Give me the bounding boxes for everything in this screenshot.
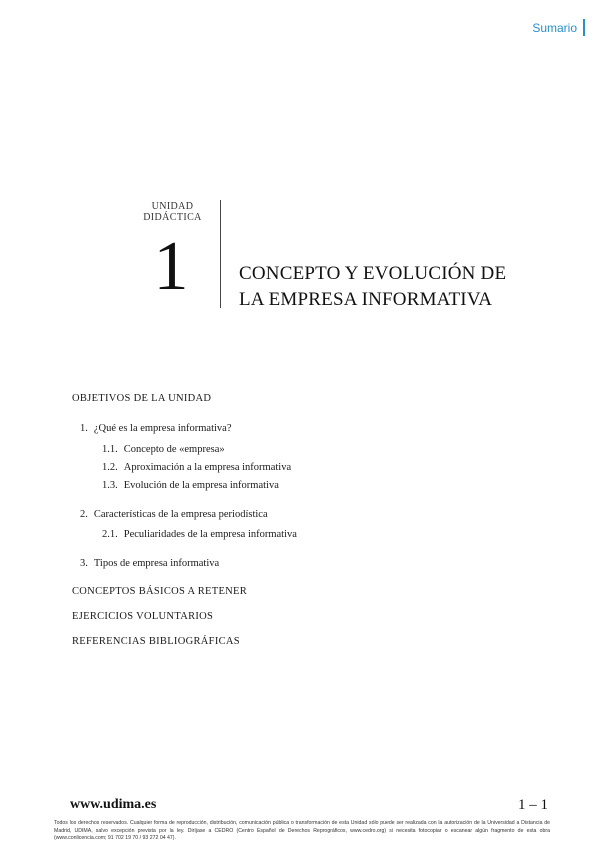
unit-title-line2: LA EMPRESA INFORMATIVA [239,289,493,310]
toc-section-1-number: 1. [80,423,88,434]
toc-objectives[interactable]: OBJETIVOS DE LA UNIDAD [72,393,212,404]
toc-section-3-label: Tipos de empresa informativa [93,558,220,569]
toc-section-1-1[interactable] [102,444,225,455]
unit-label [130,201,215,223]
sumario-bar [583,19,585,36]
toc-basics[interactable]: CONCEPTOS BÁSICOS A RETENER [72,586,248,597]
toc-exercises[interactable]: EJERCICIOS VOLUNTARIOS [72,611,214,622]
toc-section-1-2[interactable] [102,462,291,473]
unit-label-line1: UNIDAD [151,201,194,212]
toc-section-1-3[interactable] [102,480,279,491]
footer-legal-notice: Todos los derechos reservados. Cualquier forma de reproducción, distribución, comunicación pública o transformación de esta Unidad sólo puede ser realizada con la autorización de la Universidad a Distancia de Madrid, UDIMA, salvo excepción prevista por la ley. Diríjase a CEDRO (Centro Español de Derechos Reprográficos, www.cedro.org) si necesita fotocopiar o escanear algún fragmento de esta obra (www.conlicencia.com; 91 702 19 70 / 93 272 04 47). [54,820,550,841]
toc-section-1-2-label: Aproximación a la empresa informativa [123,462,292,473]
toc-references[interactable]: REFERENCIAS BIBLIOGRÁFICAS [72,636,240,647]
toc-section-2-label: Características de la empresa periodística [93,509,268,520]
unit-divider [220,200,221,308]
toc-section-2-1-label: Peculiaridades de la empresa informativa [123,529,297,540]
unit-title [239,261,506,313]
unit-number: 1 [153,228,189,305]
unit-label-line2: DIDÁCTICA [143,212,202,223]
toc-section-2[interactable] [80,509,268,520]
toc-section-3-number: 3. [80,558,88,569]
toc-section-1-3-label: Evolución de la empresa informativa [123,480,279,491]
unit-title-line1: CONCEPTO Y EVOLUCIÓN DE [239,263,507,284]
toc-section-1[interactable] [80,423,231,434]
toc-section-2-number: 2. [80,509,88,520]
sumario-link[interactable] [532,19,585,36]
toc-section-2-1-number: 2.1. [102,529,118,540]
toc-section-3[interactable] [80,558,219,569]
toc-section-1-1-number: 1.1. [102,444,118,455]
footer-site-link[interactable]: www.udima.es [70,797,157,812]
toc-section-1-3-number: 1.3. [102,480,118,491]
footer-page-number: 1 – 1 [518,797,548,813]
toc-section-1-label: ¿Qué es la empresa informativa? [93,423,232,434]
toc-section-2-1[interactable] [102,529,297,540]
toc-section-1-1-label: Concepto de «empresa» [123,444,225,455]
toc-section-1-2-number: 1.2. [102,462,118,473]
sumario-label: Sumario [532,20,577,35]
